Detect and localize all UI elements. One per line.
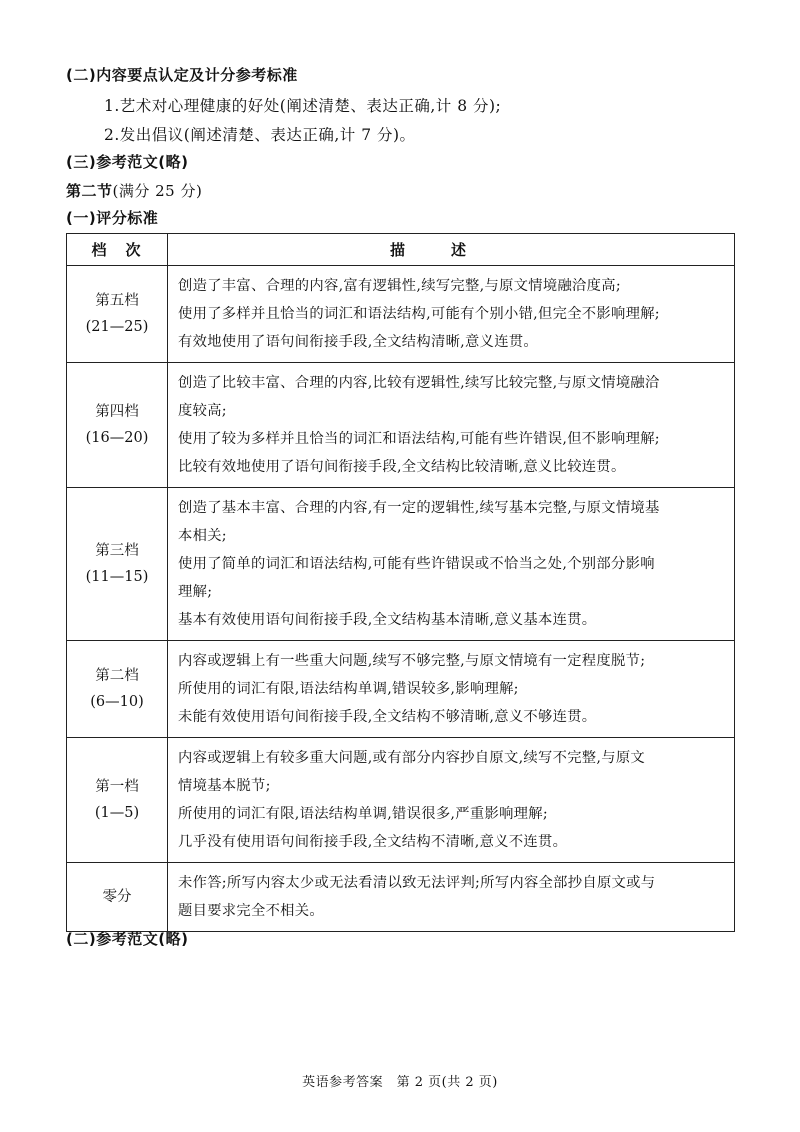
page-footer: 英语参考答案 第 2 页(共 2 页) <box>302 1075 498 1090</box>
table-row <box>67 738 735 863</box>
header-description <box>168 234 735 266</box>
description-line: 创造了比较丰富、合理的内容,比较有逻辑性,续写比较完整,与原文情境融洽 <box>178 375 660 391</box>
level-cell <box>67 641 168 738</box>
level-range: (11—15) <box>85 569 149 585</box>
table-header-row <box>67 234 735 266</box>
description-cell <box>168 738 735 863</box>
content-point-1: 1.艺术对心理健康的好处(阐述清楚、表达正确,计 8 分); <box>104 97 502 115</box>
level-range: (21—25) <box>85 319 149 335</box>
table-row <box>67 641 735 738</box>
level-cell <box>67 266 168 363</box>
description-cell <box>168 863 735 932</box>
description-line: 创造了基本丰富、合理的内容,有一定的逻辑性,续写基本完整,与原文情境基 <box>178 500 660 516</box>
description-line: 使用了简单的词汇和语法结构,可能有些许错误或不恰当之处,个别部分影响 <box>178 556 655 572</box>
description-line: 所使用的词汇有限,语法结构单调,错误很多,严重影响理解; <box>178 806 548 822</box>
description-line: 几乎没有使用语句间衔接手段,全文结构不清晰,意义不连贯。 <box>178 834 568 850</box>
description-line: 使用了多样并且恰当的词汇和语法结构,可能有个别小错,但完全不影响理解; <box>178 306 660 322</box>
table-row <box>67 863 735 932</box>
table-row <box>67 488 735 641</box>
part-two-heading <box>66 180 202 201</box>
description-line: 使用了较为多样并且恰当的词汇和语法结构,可能有些许错误,但不影响理解; <box>178 431 660 447</box>
description-line: 所使用的词汇有限,语法结构单调,错误较多,影响理解; <box>178 681 519 697</box>
level-range: (6—10) <box>90 694 144 710</box>
sample-essay-heading-1: (三)参考范文(略) <box>66 153 189 171</box>
description-line: 创造了丰富、合理的内容,富有逻辑性,续写完整,与原文情境融洽度高; <box>178 278 621 294</box>
description-cell <box>168 266 735 363</box>
level-name: 第三档 <box>95 543 139 559</box>
description-line: 比较有效地使用了语句间衔接手段,全文结构比较清晰,意义比较连贯。 <box>178 459 626 475</box>
description-line: 理解; <box>178 584 213 600</box>
description-line: 未作答;所写内容太少或无法看清以致无法评判;所写内容全部抄自原文或与 <box>178 875 656 891</box>
level-cell <box>67 863 168 932</box>
part-two-score: (满分 25 分) <box>112 182 203 200</box>
description-line: 未能有效使用语句间衔接手段,全文结构不够清晰,意义不够连贯。 <box>178 709 597 725</box>
level-name: 第四档 <box>95 404 139 420</box>
level-range: (16—20) <box>85 430 149 446</box>
description-line: 度较高; <box>178 403 227 419</box>
description-line: 本相关; <box>178 528 227 544</box>
level-name: 第二档 <box>95 668 139 684</box>
description-line: 情境基本脱节; <box>178 778 271 794</box>
description-line: 题目要求完全不相关。 <box>178 903 324 919</box>
description-line: 基本有效使用语句间衔接手段,全文结构基本清晰,意义基本连贯。 <box>178 612 597 628</box>
level-cell <box>67 488 168 641</box>
sample-essay-heading-2: (二)参考范文(略) <box>66 930 189 948</box>
level-range: (1—5) <box>94 805 140 821</box>
level-cell <box>67 363 168 488</box>
level-name: 第五档 <box>95 293 139 309</box>
table-row <box>67 363 735 488</box>
description-line: 有效地使用了语句间衔接手段,全文结构清晰,意义连贯。 <box>178 334 539 350</box>
description-line: 内容或逻辑上有较多重大问题,或有部分内容抄自原文,续写不完整,与原文 <box>178 750 646 766</box>
description-line: 内容或逻辑上有一些重大问题,续写不够完整,与原文情境有一定程度脱节; <box>178 653 646 669</box>
header-description-text: 描述 <box>389 241 512 259</box>
level-name: 零分 <box>102 889 132 905</box>
description-cell <box>168 641 735 738</box>
header-level: 档 次 <box>67 234 168 266</box>
description-cell <box>168 363 735 488</box>
part-two-title: 第二节 <box>66 182 113 200</box>
table-row <box>67 266 735 363</box>
content-point-2: 2.发出倡议(阐述清楚、表达正确,计 7 分)。 <box>104 126 416 144</box>
level-name: 第一档 <box>95 779 139 795</box>
content-points-heading: (二)内容要点认定及计分参考标准 <box>66 66 298 84</box>
level-cell <box>67 738 168 863</box>
scoring-criteria-heading: (一)评分标准 <box>66 209 159 227</box>
scoring-rubric-table <box>66 233 735 932</box>
description-cell <box>168 488 735 641</box>
